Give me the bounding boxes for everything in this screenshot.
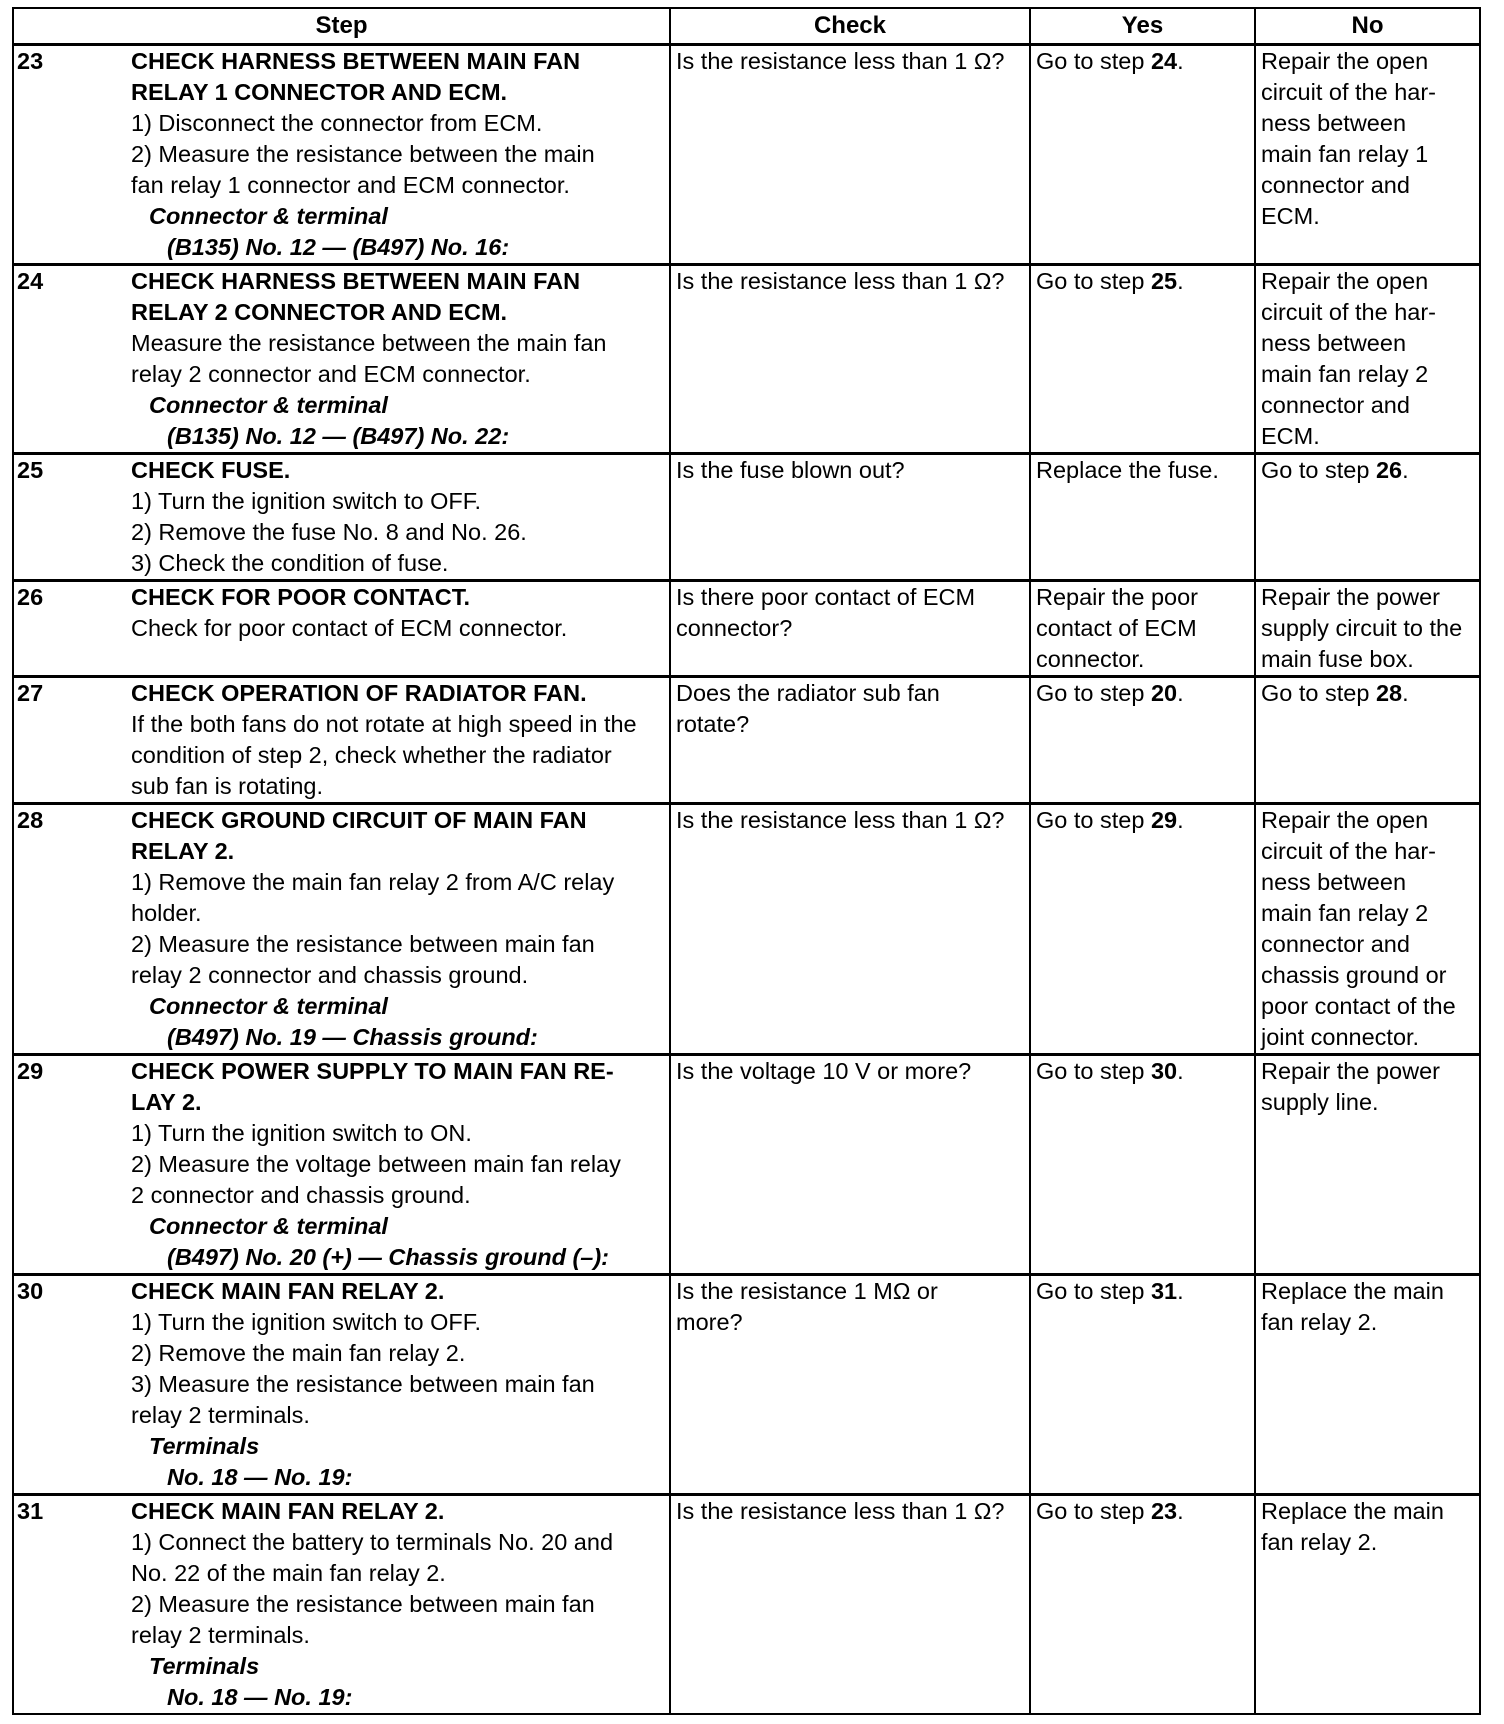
step-instruction: sub fan is rotating. (131, 773, 324, 799)
table-row (13, 45, 1480, 265)
step-cell (13, 1275, 670, 1495)
table-row (13, 454, 1480, 581)
step-cell (13, 1055, 670, 1275)
step-number: 27 (17, 680, 44, 706)
no-action: Replace the main (1261, 1278, 1444, 1304)
step-instruction: 2) Measure the resistance between the main (131, 141, 595, 167)
yes-action: connector. (1036, 646, 1145, 672)
terminal-heading: Connector & terminal (149, 993, 388, 1019)
step-title: CHECK HARNESS BETWEEN MAIN FAN (131, 48, 581, 74)
step-instruction: If the both fans do not rotate at high speed in the (131, 711, 637, 737)
step-description (131, 1056, 669, 1273)
step-instruction: 1) Turn the ignition switch to OFF. (131, 488, 482, 514)
table-row (13, 1275, 1480, 1495)
yes-goto-period: . (1177, 48, 1184, 74)
no-cell (1255, 804, 1480, 1055)
no-action: main fan relay 1 (1261, 141, 1429, 167)
step-instruction: 2) Measure the voltage between main fan relay (131, 1151, 621, 1177)
step-title: CHECK MAIN FAN RELAY 2. (131, 1498, 445, 1524)
no-action: joint connector. (1261, 1024, 1420, 1050)
check-cell (670, 677, 1030, 804)
terminal-spec: (B497) No. 20 (+) — Chassis ground (–): (167, 1244, 610, 1270)
step-number: 23 (17, 48, 44, 74)
table-row (13, 581, 1480, 677)
column-header-check: Check (670, 8, 1030, 45)
check-question: Is the resistance less than 1 Ω? (676, 48, 1005, 74)
no-action: main fan relay 2 (1261, 900, 1429, 926)
no-action: supply circuit to the (1261, 615, 1463, 641)
yes-goto-label: Go to step (1036, 48, 1151, 74)
yes-goto-label: Go to step (1036, 1278, 1151, 1304)
no-action: ness between (1261, 869, 1407, 895)
step-title: CHECK OPERATION OF RADIATOR FAN. (131, 680, 587, 706)
yes-action: Repair the poor (1036, 584, 1198, 610)
step-description (131, 46, 669, 263)
step-instruction: 1) Disconnect the connector from ECM. (131, 110, 543, 136)
terminal-heading: Terminals (149, 1433, 260, 1459)
step-cell (13, 677, 670, 804)
yes-goto-period: . (1177, 1498, 1184, 1524)
step-title: RELAY 1 CONNECTOR AND ECM. (131, 79, 508, 105)
step-cell (13, 454, 670, 581)
no-action: circuit of the har- (1261, 299, 1437, 325)
step-cell (13, 1495, 670, 1715)
step-instruction: 1) Connect the battery to terminals No. 20 and (131, 1529, 614, 1555)
step-instruction: 2) Remove the fuse No. 8 and No. 26. (131, 519, 527, 545)
step-title: CHECK FUSE. (131, 457, 291, 483)
table-row (13, 677, 1480, 804)
terminal-spec: No. 18 — No. 19: (167, 1464, 353, 1490)
no-action: connector and (1261, 172, 1410, 198)
step-instruction: 2) Measure the resistance between main fan (131, 931, 595, 957)
step-instruction: Measure the resistance between the main fan (131, 330, 607, 356)
step-number: 31 (17, 1498, 44, 1524)
check-question: connector? (676, 615, 793, 641)
yes-goto-step: 31 (1150, 1278, 1178, 1304)
no-goto-step: 26 (1375, 457, 1403, 483)
yes-cell (1030, 1275, 1255, 1495)
step-number: 28 (17, 807, 44, 833)
step-title: CHECK GROUND CIRCUIT OF MAIN FAN (131, 807, 587, 833)
column-header-step: Step (13, 8, 670, 45)
yes-goto-period: . (1177, 268, 1184, 294)
step-instruction: No. 22 of the main fan relay 2. (131, 1560, 446, 1586)
no-action: connector and (1261, 392, 1410, 418)
step-instruction: fan relay 1 connector and ECM connector. (131, 172, 570, 198)
check-question: Is the voltage 10 V or more? (676, 1058, 972, 1084)
step-instruction: 2) Measure the resistance between main fan (131, 1591, 595, 1617)
no-goto-period: . (1402, 680, 1409, 706)
check-question: Is the resistance 1 MΩ or (676, 1278, 938, 1304)
terminal-heading: Terminals (149, 1653, 260, 1679)
check-cell (670, 1495, 1030, 1715)
step-instruction: Check for poor contact of ECM connector. (131, 615, 568, 641)
no-action: main fan relay 2 (1261, 361, 1429, 387)
no-goto-step: 28 (1375, 680, 1403, 706)
no-action: ness between (1261, 330, 1407, 356)
check-cell (670, 581, 1030, 677)
column-header-no: No (1255, 8, 1480, 45)
step-title: RELAY 2 CONNECTOR AND ECM. (131, 299, 508, 325)
step-description (131, 1276, 669, 1493)
check-cell (670, 454, 1030, 581)
check-question: Does the radiator sub fan (676, 680, 940, 706)
check-question: Is the resistance less than 1 Ω? (676, 268, 1005, 294)
terminal-heading: Connector & terminal (149, 392, 388, 418)
yes-cell (1030, 1055, 1255, 1275)
step-instruction: 1) Turn the ignition switch to ON. (131, 1120, 472, 1146)
step-description (131, 582, 669, 644)
step-number: 26 (17, 584, 44, 610)
table-header-row (13, 8, 1480, 45)
check-question: Is the fuse blown out? (676, 457, 905, 483)
no-goto-label: Go to step (1261, 457, 1376, 483)
yes-goto-step: 30 (1150, 1058, 1178, 1084)
step-instruction: relay 2 terminals. (131, 1622, 310, 1648)
table-row (13, 804, 1480, 1055)
yes-goto-step: 23 (1150, 1498, 1178, 1524)
step-cell (13, 581, 670, 677)
step-instruction: 3) Check the condition of fuse. (131, 550, 449, 576)
table-row (13, 265, 1480, 454)
step-description (131, 455, 669, 579)
yes-goto-period: . (1177, 1278, 1184, 1304)
step-instruction: 3) Measure the resistance between main fan (131, 1371, 595, 1397)
step-title: RELAY 2. (131, 838, 235, 864)
table-row (13, 1055, 1480, 1275)
no-action: ECM. (1261, 423, 1320, 449)
no-action: ness between (1261, 110, 1407, 136)
check-question: more? (676, 1309, 743, 1335)
step-instruction: condition of step 2, check whether the radiator (131, 742, 612, 768)
no-action: Replace the main (1261, 1498, 1444, 1524)
step-number: 25 (17, 457, 44, 483)
no-action: ECM. (1261, 203, 1320, 229)
yes-goto-step: 20 (1150, 680, 1178, 706)
yes-goto-step: 24 (1150, 48, 1178, 74)
no-action: supply line. (1261, 1089, 1379, 1115)
no-cell (1255, 454, 1480, 581)
step-description (131, 1496, 669, 1713)
terminal-spec: (B135) No. 12 — (B497) No. 16: (167, 234, 510, 260)
no-goto-label: Go to step (1261, 680, 1376, 706)
no-cell (1255, 677, 1480, 804)
step-instruction: 2) Remove the main fan relay 2. (131, 1340, 466, 1366)
step-cell (13, 265, 670, 454)
yes-goto-step: 29 (1150, 807, 1178, 833)
terminal-spec: (B135) No. 12 — (B497) No. 22: (167, 423, 510, 449)
no-action: chassis ground or (1261, 962, 1447, 988)
check-cell (670, 1055, 1030, 1275)
step-cell (13, 45, 670, 265)
no-action: fan relay 2. (1261, 1529, 1378, 1555)
step-number: 24 (17, 268, 44, 294)
step-instruction: holder. (131, 900, 202, 926)
yes-goto-label: Go to step (1036, 268, 1151, 294)
yes-action: Replace the fuse. (1036, 457, 1219, 483)
step-instruction: relay 2 connector and ECM connector. (131, 361, 531, 387)
step-title: CHECK HARNESS BETWEEN MAIN FAN (131, 268, 581, 294)
terminal-spec: (B497) No. 19 — Chassis ground: (167, 1024, 538, 1050)
yes-goto-period: . (1177, 680, 1184, 706)
yes-cell (1030, 454, 1255, 581)
no-action: circuit of the har- (1261, 79, 1437, 105)
step-title: CHECK FOR POOR CONTACT. (131, 584, 471, 610)
yes-goto-label: Go to step (1036, 807, 1151, 833)
no-action: fan relay 2. (1261, 1309, 1378, 1335)
no-cell (1255, 1055, 1480, 1275)
step-description (131, 678, 669, 802)
check-cell (670, 804, 1030, 1055)
check-cell (670, 1275, 1030, 1495)
yes-goto-step: 25 (1150, 268, 1178, 294)
no-cell (1255, 1495, 1480, 1715)
step-instruction: relay 2 terminals. (131, 1402, 310, 1428)
no-action: Repair the power (1261, 1058, 1440, 1084)
diagnostic-table (12, 7, 1481, 1715)
no-action: connector and (1261, 931, 1410, 957)
no-cell (1255, 265, 1480, 454)
no-cell (1255, 581, 1480, 677)
no-action: poor contact of the (1261, 993, 1456, 1019)
check-question: Is the resistance less than 1 Ω? (676, 1498, 1005, 1524)
no-action: Repair the open (1261, 268, 1429, 294)
table-row (13, 1495, 1480, 1715)
yes-cell (1030, 1495, 1255, 1715)
no-action: circuit of the har- (1261, 838, 1437, 864)
yes-cell (1030, 45, 1255, 265)
yes-cell (1030, 804, 1255, 1055)
no-cell (1255, 45, 1480, 265)
step-title: LAY 2. (131, 1089, 202, 1115)
step-number: 29 (17, 1058, 44, 1084)
check-question: Is there poor contact of ECM (676, 584, 976, 610)
no-action: Repair the power (1261, 584, 1440, 610)
step-instruction: 1) Remove the main fan relay 2 from A/C relay (131, 869, 615, 895)
check-question: Is the resistance less than 1 Ω? (676, 807, 1005, 833)
check-question: rotate? (676, 711, 750, 737)
step-cell (13, 804, 670, 1055)
step-number: 30 (17, 1278, 44, 1304)
no-action: Repair the open (1261, 807, 1429, 833)
no-cell (1255, 1275, 1480, 1495)
yes-goto-period: . (1177, 1058, 1184, 1084)
step-description (131, 805, 669, 1053)
yes-goto-label: Go to step (1036, 1498, 1151, 1524)
yes-cell (1030, 677, 1255, 804)
yes-action: contact of ECM (1036, 615, 1197, 641)
yes-goto-label: Go to step (1036, 1058, 1151, 1084)
terminal-spec: No. 18 — No. 19: (167, 1684, 353, 1710)
step-instruction: 1) Turn the ignition switch to OFF. (131, 1309, 482, 1335)
terminal-heading: Connector & terminal (149, 203, 388, 229)
step-instruction: relay 2 connector and chassis ground. (131, 962, 529, 988)
column-header-yes: Yes (1030, 8, 1255, 45)
yes-cell (1030, 581, 1255, 677)
no-goto-period: . (1402, 457, 1409, 483)
step-title: CHECK MAIN FAN RELAY 2. (131, 1278, 445, 1304)
yes-goto-label: Go to step (1036, 680, 1151, 706)
terminal-heading: Connector & terminal (149, 1213, 388, 1239)
no-action: Repair the open (1261, 48, 1429, 74)
yes-cell (1030, 265, 1255, 454)
check-cell (670, 265, 1030, 454)
step-instruction: 2 connector and chassis ground. (131, 1182, 471, 1208)
step-title: CHECK POWER SUPPLY TO MAIN FAN RE- (131, 1058, 614, 1084)
no-action: main fuse box. (1261, 646, 1414, 672)
check-cell (670, 45, 1030, 265)
yes-goto-period: . (1177, 807, 1184, 833)
step-description (131, 266, 669, 452)
